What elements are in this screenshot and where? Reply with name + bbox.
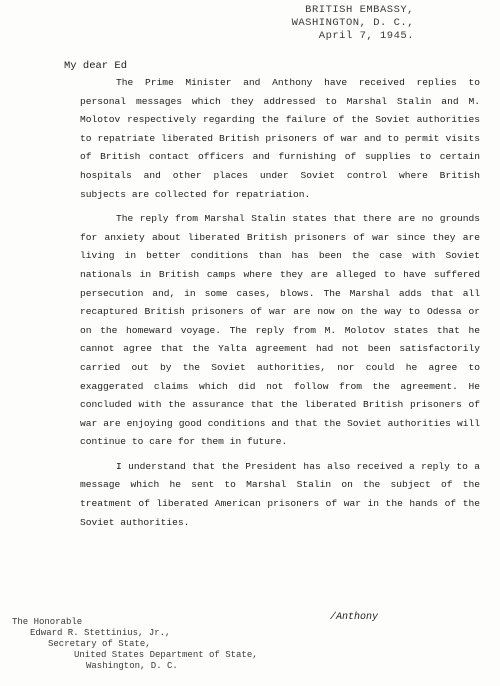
paragraph-3: I understand that the President has also received a reply to a message which he sent to Marshal Stalin on the subject of the treatment of liberated American prisoners of war in the hands of the Soviet authorities. (80, 460, 480, 528)
letter-body (80, 74, 480, 538)
recipient-address (12, 617, 258, 672)
letterhead-city: WASHINGTON, D. C., (291, 17, 414, 29)
signature: /Anthony (330, 612, 379, 623)
address-line-honorific: The Honorable (12, 617, 83, 627)
letter-date: April 7, 1945. (318, 30, 414, 42)
paragraph-1: The Prime Minister and Anthony have received replies to personal messages which they addressed to Marshal Stalin and M. Molotov respectively regarding the failure of the Soviet authorities to repatriate liberated British prisoners of war and to permit visits of British contact officers and furnishing of supplies to certain hospitals and other places under Soviet control where British subjects are collected for repatriation. (80, 77, 480, 200)
salutation: My dear Ed (64, 60, 128, 72)
letterhead (292, 4, 414, 43)
address-line-title: Secretary of State, (48, 639, 151, 649)
paragraph-2: The reply from Marshal Stalin states that there are no grounds for anxiety about liberated British prisoners of war since they are living in better conditions than has been the case with Soviet nationals in British camps where they are alleged to have suffered persecution and, in some cases, blows. The Marshal adds that all recaptured British prisoners of war are now on the way to Odessa or on the homeward voyage. The reply from M. Molotov states that he cannot agree that the Yalta agreement had not been satisfactorily carried out by the Soviet authorities, nor could he agree to exaggerated claims which did not follow from the agreement. He concluded with the assurance that the liberated British prisoners of war are enjoying good conditions and that the Soviet authorities will continue to care for them in future. (80, 213, 480, 448)
address-line-department: United States Department of State, (74, 650, 258, 660)
address-line-name: Edward R. Stettinius, Jr., (30, 628, 171, 638)
letterhead-embassy: BRITISH EMBASSY, (305, 4, 414, 16)
address-line-city: Washington, D. C. (86, 661, 178, 671)
